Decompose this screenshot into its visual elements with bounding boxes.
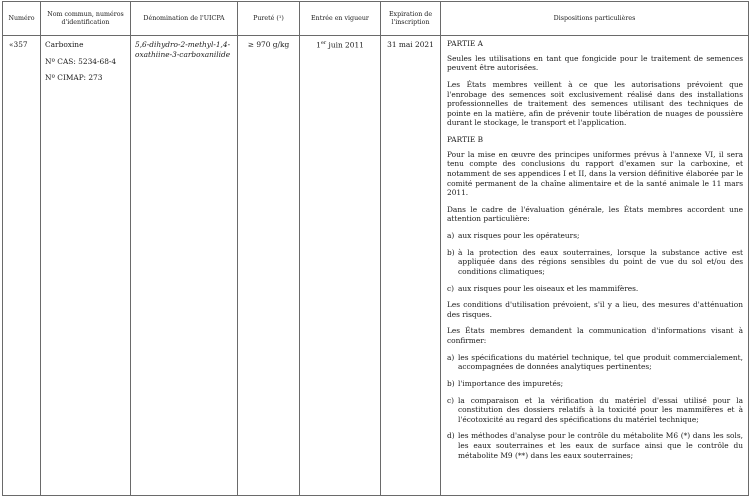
cimap-number: Nº CIMAP: 273	[45, 73, 103, 83]
entree-sup: er	[320, 40, 327, 46]
header-purete: Pureté (¹)	[238, 2, 300, 36]
cell-nom-commun	[41, 36, 131, 496]
list-marker: b)	[447, 247, 455, 257]
partie-a-title: PARTIE A	[447, 39, 483, 48]
common-name: Carboxine	[45, 40, 84, 49]
entree-rest: juin 2011	[326, 40, 364, 50]
cell-expiration: 31 mai 2021	[381, 36, 441, 496]
list-text: la comparaison et la vérification du matériel d'essai utilisé pour la constitution des dossiers relatifs à la toxicité pour les mammifères et à l'écotoxicité au regard des spécifications du matériel technique;	[458, 395, 743, 424]
list-text: aux risques pour les opérateurs;	[458, 231, 580, 240]
list-text: les méthodes d'analyse pour le contrôle du métabolite M6 (*) dans les sols, les eaux souterraines et les eaux de surface ainsi que le contrôle du métabolite M9 (**) dans les eaux souterraines;	[458, 431, 743, 460]
list-item	[447, 353, 743, 372]
substance-table	[2, 1, 749, 496]
list-text: à la protection des eaux souterraines, lorsque la substance active est appliquée dans des régions sensibles du point de vue du sol et/ou des conditions climatiques;	[458, 247, 743, 276]
list-marker: a)	[447, 231, 455, 240]
header-dispositions: Dispositions particulières	[441, 2, 749, 36]
list-marker: a)	[447, 352, 455, 362]
list-text: les spécifications du matériel technique, tel que produit commercialement, accompagnées de données analytiques pertinentes;	[458, 352, 743, 372]
list-marker: b)	[447, 378, 455, 388]
list-marker: c)	[447, 395, 455, 405]
cell-iupac: 5,6-dihydro-2-methyl-1,4-oxathiine-3-carboxanilide	[131, 36, 238, 496]
header-iupac: Dénomination de l'UICPA	[131, 2, 238, 36]
partie-a-paragraph-2: Les États membres veillent à ce que les autorisations prévoient que l'enrobage des semences soit exclusivement réalisé dans des installations professionnelles de traitement des semences utilisant des techniques de pointe en la matière, afin de prévenir toute libération de nuages de poussière durant le stockage, le transport et l'application.	[447, 79, 743, 128]
cell-entree	[300, 36, 381, 496]
header-nom-commun: Nom commun, numéros d'identification	[41, 2, 131, 36]
cas-number: Nº CAS: 5234-68-4	[45, 56, 117, 66]
partie-b-paragraph-4: Les États membres demandent la communication d'informations visant à confirmer:	[447, 326, 743, 345]
header-numero: Numéro	[3, 2, 41, 36]
list-item	[447, 396, 743, 425]
list-item	[447, 284, 743, 294]
list-item	[447, 231, 743, 241]
list-item	[447, 379, 743, 389]
partie-a-paragraph-1: Seules les utilisations en tant que fongicide pour le traitement de semences peuvent être autorisées.	[447, 53, 743, 73]
table-row	[3, 36, 749, 496]
partie-b-paragraph-1: Pour la mise en œuvre des principes uniformes prévus à l'annexe VI, il sera tenu compte des conclusions du rapport d'examen sur la carboxine, et notamment de ses appendices I et II, dans la version définitive élaborée par le comité permanent de la chaîne alimentaire et de la santé animale le 11 mars 2011.	[447, 149, 743, 198]
header-expiration: Expiration de l'inscription	[381, 2, 441, 36]
header-entree: Entrée en vigueur	[300, 2, 381, 36]
list-marker: d)	[447, 431, 455, 441]
confirmation-list	[447, 353, 743, 461]
partie-b-title: PARTIE B	[447, 135, 484, 144]
list-marker: c)	[447, 283, 455, 293]
partie-b-paragraph-3: Les conditions d'utilisation prévoient, s'il y a lieu, des mesures d'atténuation des risques.	[447, 300, 743, 319]
list-text: l'importance des impuretés;	[458, 378, 564, 388]
header-row	[3, 2, 749, 36]
list-item	[447, 248, 743, 277]
cell-numero: «357	[3, 36, 41, 496]
list-item	[447, 431, 743, 460]
partie-b-paragraph-2: Dans le cadre de l'évaluation générale, les États membres accordent une attention particulière:	[447, 204, 743, 224]
cell-purete: ≥ 970 g/kg	[238, 36, 300, 496]
entree-day: 1	[316, 40, 321, 50]
attention-list	[447, 231, 743, 293]
list-text: aux risques pour les oiseaux et les mammifères.	[458, 283, 639, 293]
cell-dispositions	[441, 36, 749, 496]
